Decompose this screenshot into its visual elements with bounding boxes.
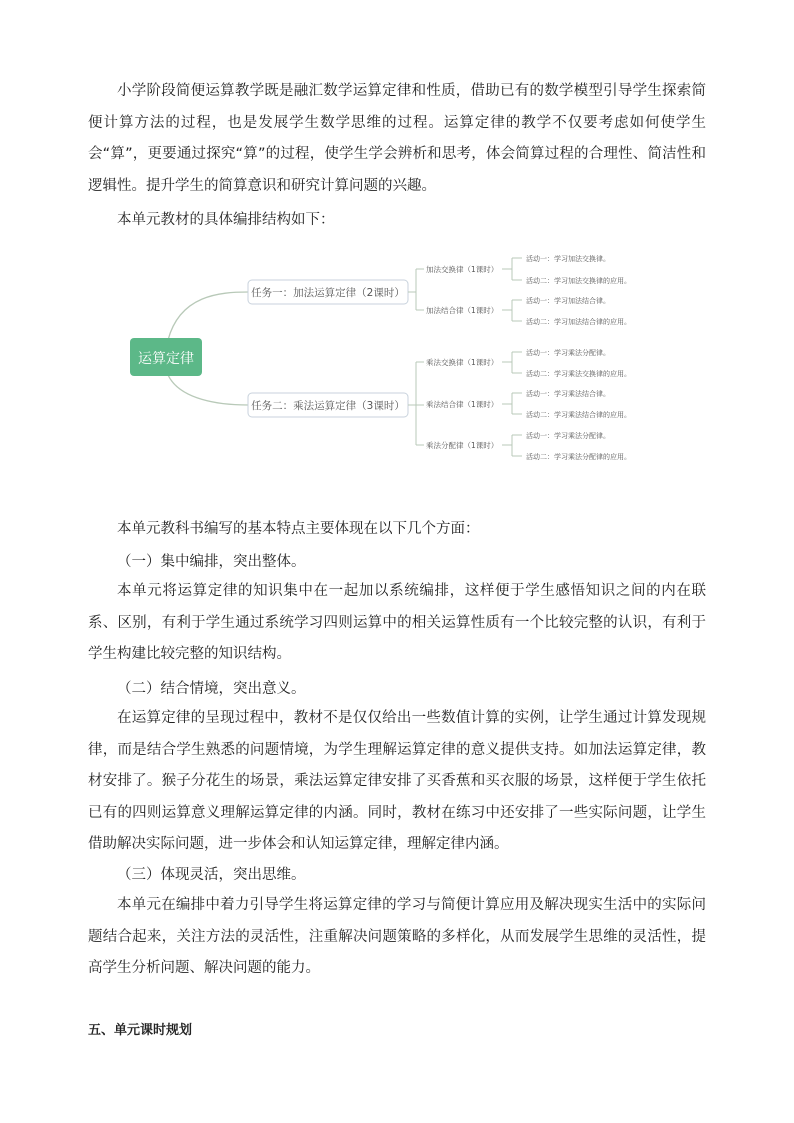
mindmap	[120, 240, 660, 470]
features-intro: 本单元教科书编写的基本特点主要体现在以下几个方面：	[117, 521, 480, 537]
root-label: 运算定律	[138, 351, 194, 367]
feature-2-body: 在运算定律的呈现过程中，教材不是仅仅给出一些数值计算的实例，让学生通过计算发现规律，而是结合学生熟悉的问题情境，为学生理解运算定律的意义提供支持。如加法运算定律，教材安排了。猴子分花生的场景，乘法运算定律安排了买香蕉和买衣服的场景，这样便于学生依托已有的四则运算意义理解运算定律的内涵。同时，教材在练习中还安排了一些实际问题，让学生借助解决实际问题，进一步体会和认知运算定律，理解定律内涵。	[88, 710, 706, 852]
activity-2-1-2: 活动二：学习乘法交换律的应用。	[526, 370, 631, 378]
feature-1-title: （一）集中编排，突出整体。	[117, 554, 306, 570]
activity-2-2-2: 活动二：学习乘法结合律的应用。	[526, 411, 631, 419]
activity-2-3-2: 活动二：学习乘法分配律的应用。	[526, 453, 631, 461]
feature-3-body: 本单元在编排中着力引导学生将运算定律的学习与简便计算应用及解决现实生活中的实际问题结合起来，关注方法的灵活性，注重解决问题策略的多样化，从而发展学生思维的灵活性，提高学生分析问题、解决问题的能力。	[88, 897, 706, 976]
intro-paragraph: 小学阶段简便运算教学既是融汇数学运算定律和性质，借助已有的数学模型引导学生探索简便计算方法的过程，也是发展学生数学思维的过程。运算定律的教学不仅要考虑如何使学生会“算”，更要通过探究“算”的过程，使学生学会辨析和思考，体会简算过程的合理性、简洁性和逻辑性。提升学生的简算意识和研究计算问题的兴趣。	[88, 83, 706, 194]
law-add-associative: 加法结合律（1课时）	[426, 306, 499, 315]
task-1-label: 任务一：加法运算定律（2课时）	[251, 287, 405, 299]
feature-2-title: （二）结合情境，突出意义。	[117, 681, 306, 697]
activity-1-2-2: 活动二：学习加法结合律的应用。	[526, 318, 631, 326]
law-add-commutative: 加法交换律（1课时）	[426, 265, 499, 274]
law-mul-associative: 乘法结合律（1课时）	[426, 400, 499, 409]
task-2-label: 任务二：乘法运算定律（3课时）	[251, 400, 405, 412]
law-mul-commutative: 乘法交换律（1课时）	[426, 358, 499, 367]
section-heading: 五、单元课时规划	[88, 1023, 193, 1038]
feature-3-title: （三）体现灵活，突出思维。	[117, 867, 306, 883]
feature-1-body: 本单元将运算定律的知识集中在一起加以系统编排，这样便于学生感悟知识之间的内在联系、区别，有利于学生通过系统学习四则运算中的相关运算性质有一个比较完整的认识，有利于学生构建比较完整的知识结构。	[88, 583, 706, 662]
structure-intro: 本单元教材的具体编排结构如下：	[117, 212, 335, 228]
activity-1-1-2: 活动二：学习加法交换律的应用。	[526, 277, 631, 285]
activity-1-1-1: 活动一：学习加法交换律。	[526, 255, 610, 263]
activity-2-3-1: 活动一：学习乘法分配律。	[526, 432, 610, 440]
activity-1-2-1: 活动一：学习加法结合律。	[526, 297, 610, 305]
activity-2-1-1: 活动一：学习乘法分配律。	[526, 349, 610, 357]
activity-2-2-1: 活动一：学习乘法结合律。	[526, 390, 610, 398]
law-mul-distributive: 乘法分配律（1课时）	[426, 441, 499, 450]
